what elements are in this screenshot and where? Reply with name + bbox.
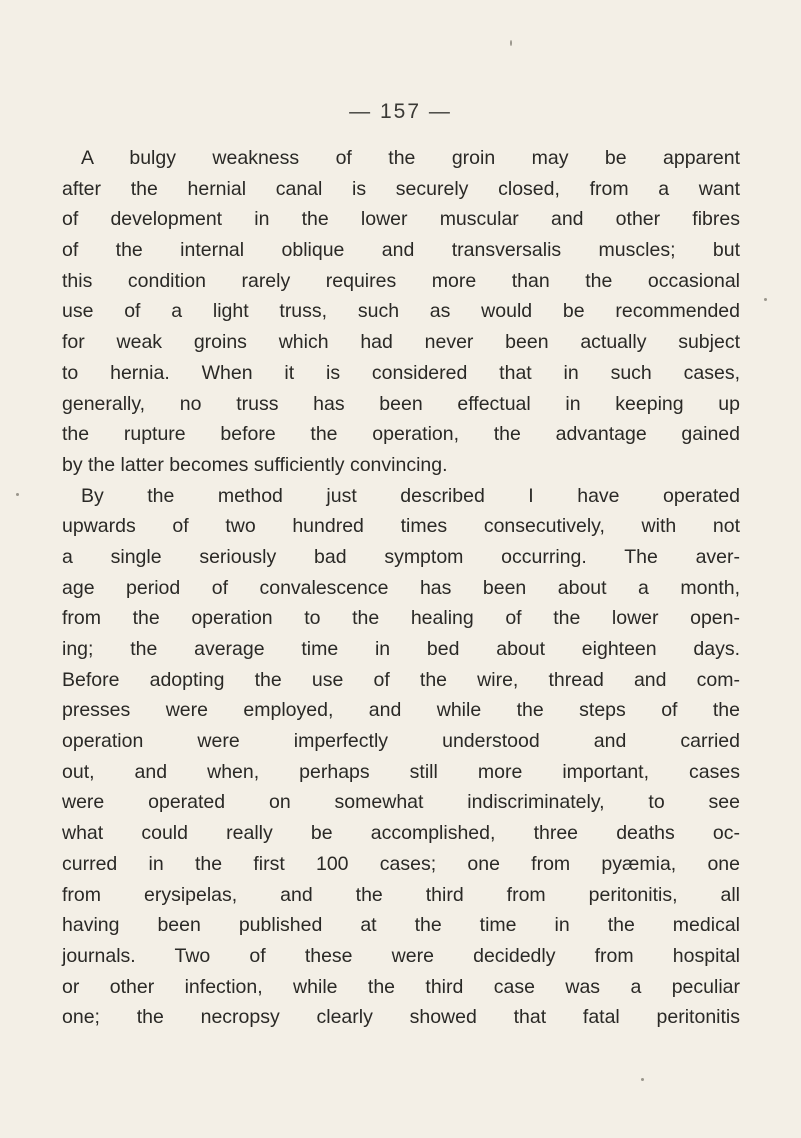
text-line: the rupture before the operation, the advantage gained (62, 423, 740, 446)
text-line: what could really be accomplished, three deaths oc- (62, 822, 740, 845)
text-line: age period of convalescence has been about a month, (62, 576, 740, 599)
text-line: ing; the average time in bed about eighteen days. (62, 638, 740, 660)
text-line: one; the necropsy clearly showed that fatal peritonitis (62, 1006, 740, 1029)
text-line: after the hernial canal is securely closed, from a want (62, 177, 740, 200)
text-line: were operated on somewhat indiscriminately, to see (62, 791, 740, 814)
paper-speck (764, 298, 767, 301)
paper-speck (510, 40, 512, 46)
text-line: By the method just described I have operated (81, 484, 740, 507)
text-line: A bulgy weakness of the groin may be apparent (81, 147, 740, 169)
paper-speck (16, 493, 19, 496)
text-line: having been published at the time in the medical (62, 914, 740, 937)
text-line: to hernia. When it is considered that in such cases, (62, 361, 740, 384)
text-line: from erysipelas, and the third from peritonitis, all (62, 883, 740, 906)
text-line: from the operation to the healing of the lower open- (62, 607, 740, 630)
paper-speck (641, 1078, 644, 1081)
text-line: operation were imperfectly understood and carried (62, 730, 740, 753)
text-line: generally, no truss has been effectual in keeping up (62, 392, 740, 415)
text-line: a single seriously bad symptom occurring. The aver- (62, 545, 740, 568)
text-line: journals. Two of these were decidedly from hospital (62, 944, 740, 967)
body-text (62, 143, 740, 1033)
text-line: curred in the first 100 cases; one from pyæmia, one (62, 852, 740, 875)
text-line: use of a light truss, such as would be recommended (62, 300, 740, 323)
text-line: for weak groins which had never been actually subject (62, 331, 740, 354)
text-line: presses were employed, and while the steps of the (62, 699, 740, 722)
text-line: upwards of two hundred times consecutively, with not (62, 515, 740, 538)
text-line: or other infection, while the third case was a peculiar (62, 975, 740, 998)
text-line: this condition rarely requires more than the occasional (62, 269, 740, 292)
text-line: Before adopting the use of the wire, thread and com- (62, 668, 740, 691)
text-line: by the latter becomes sufficiently convincing. (62, 453, 448, 476)
page-number: — 157 — (349, 100, 452, 123)
text-line: of the internal oblique and transversalis muscles; but (62, 239, 740, 262)
text-line: out, and when, perhaps still more important, cases (62, 760, 740, 783)
text-line: of development in the lower muscular and other fibres (62, 208, 740, 231)
